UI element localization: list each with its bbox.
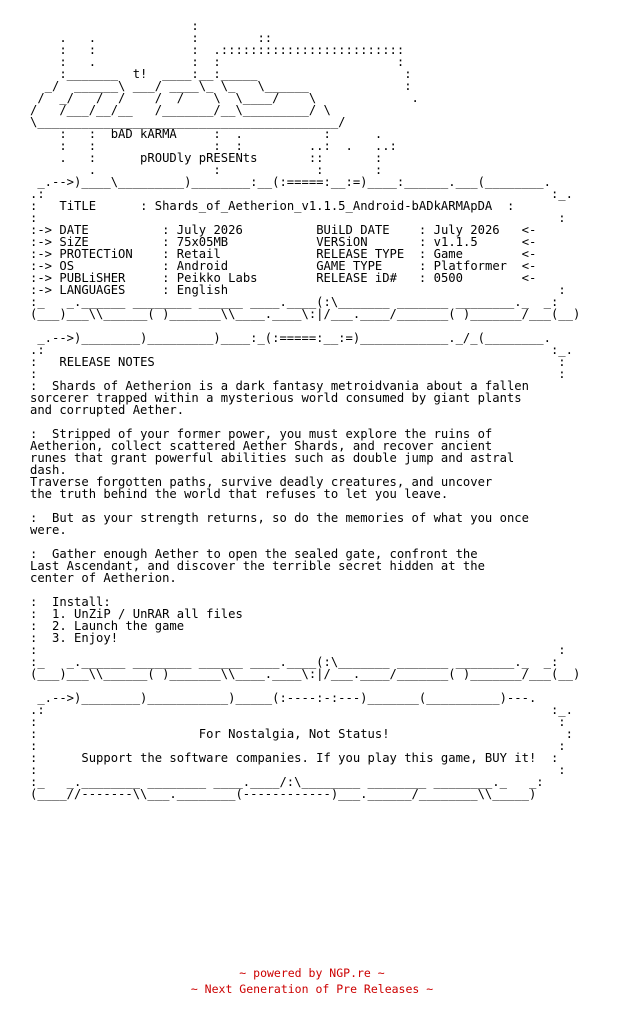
field-label: RELEASE iD# [316, 271, 397, 285]
field-label: RELEASE TYPE [316, 247, 405, 261]
notes-paragraph-4: Gather enough Aether to open the sealed gate, confront the Last Ascendant, and discover the terrible secret hidden at the center of Aetherion. [30, 547, 485, 585]
install-step: 3. Enjoy! [52, 631, 119, 645]
field-label: PUBLiSHER [59, 271, 126, 285]
field-value: v1.1.5 [433, 235, 478, 249]
field-value: July 2026 [176, 223, 243, 237]
ascii-logo-art: : . . : :: : : : .::::::::::::::::::::::::: : . : : : :_______ t! ____:__:_____ : _/ ______\ ___/ ____\_ \_ \______ : / _/ / / / / \ \____/ \ . / /___/__/__ /_______/__\_________/ \ \_________________________________________/ [30, 19, 419, 129]
field-label: DATE [59, 223, 89, 237]
nfo-document: : . . : :: : : : .::::::::::::::::::::::::: : . : : : :_______ t! ____:__:_____ : _/ ______\ ___/ ____\_ \_ \______ : / _/ / / / / \ \____/ \ . / /___/__/__ /_______/__\_________/ \ \_________________________________________/ : : bAD kARMA : . : . : : : : ..: . ..: . : pROUDly pRESENts :: : . : : : _.-->)____\_________)________:__(:=====:__:=)____:______.___(________. .: :_. : TiTLE : Shards_of_Aetherion_v1.1.5_Android-bADkARMApDA : : : :-> DATE : July 2026 BUiLD DATE : July 2026 <- :-> SiZE : 75x05MB VERSiON : v1.1.5 <- :-> PROTECTiON : Retail RELEASE TYPE : Game <- :-> OS : Android GAME TYPE : Platformer <- :-> PUBLiSHER : Peikko Labs RELEASE iD# : 0500 <- :-> LANGUAGES : English : :_ _.______ ________ ______ ____.____(:\_______ _______ ________._ _: (___)___\\______( )_______\\____.____\:|/___.____/_______( )_______/___(__) _.-->)________)_________)____:_(:=====:__:=)____________._/_(________. .: :_. : RELEASE NOTES : : : : Shards of Aetherion is a dark fantasy metroidvania about a fallen sorcerer trapped within a mysterious world consumed by giant plants and corrupted Aether. : Stripped of your former power, you must explore the ruins of Aetherion, collect scattered Aether Shards, and recover ancient runes that grant powerful abilities such as double jump and astral dash. Traverse forgotten paths, survive deadly creatures, and uncover the truth behind the world that refuses to let you leave. : But as your strength returns, so do the memories of what you once were. : Gather enough Aether to open the sealed gate, confront the Last Ascendant, and discover the terrible secret hidden at the center of Aetherion. : Install: : 1. UnZiP / UnRAR all files : 2. Launch the game : 3. Enjoy! : : :_ _.______ ________ ______ ____.____(:\_______ _______ ________._ _: (___)___\\______( )_______\\____.____\:|/___.____/_______( )_______/___(__) _.-->)________)___________)_____(:----:-:---)_______(__________)---. .: :_. : : : For Nostalgia, Not Status! : : : : Support the software companies. If you play this game, BUY it! : : : :_ _.________ ________ ____.____/:\________ ________ ________._ _: (____//-------\\___.________(------------)___.______/________\\_____) [30, 19, 581, 801]
field-value: Android [176, 259, 229, 273]
field-value: 0500 [433, 271, 463, 285]
notes-paragraph-1: Shards of Aetherion is a dark fantasy metroidvania about a fallen sorcerer trapped within a mysterious world consumed by giant plants and corrupted Aether. [30, 379, 529, 417]
release-notes-heading: RELEASE NOTES [59, 355, 155, 369]
field-label: SiZE [59, 235, 89, 249]
field-value: 75x05MB [176, 235, 229, 249]
field-label: PROTECTiON [59, 247, 133, 261]
ascii-tagline-art: : : bAD kARMA : . : . : : : : ..: . ..: . : pROUDly pRESENts :: : . : : : [59, 127, 397, 177]
footer-powered-by: ~ powered by NGP.re ~ [239, 966, 385, 980]
field-value: Platformer [433, 259, 508, 273]
field-value: English [176, 283, 229, 297]
field-label: OS [59, 259, 75, 273]
field-value: Retail [176, 247, 221, 261]
closing-slogan: For Nostalgia, Not Status! [198, 727, 390, 741]
install-label: Install: [52, 595, 111, 609]
notes-paragraph-3: But as your strength returns, so do the memories of what you once were. [30, 511, 529, 537]
closing-support-text: Support the software companies. If you play this game, BUY it! [81, 751, 537, 765]
install-step: 1. UnZiP / UnRAR all files [52, 607, 243, 621]
field-label: VERSiON [316, 235, 368, 249]
field-value: Game [433, 247, 463, 261]
install-step: 2. Launch the game [52, 619, 185, 633]
field-value: Peikko Labs [176, 271, 258, 285]
field-label: LANGUAGES [59, 283, 126, 297]
footer-tagline: ~ Next Generation of Pre Releases ~ [190, 982, 434, 996]
title-label: TiTLE [59, 199, 97, 213]
release-title: Shards_of_Aetherion_v1.1.5_Android-bADkARMApDA [154, 199, 493, 213]
notes-paragraph-2: Stripped of your former power, you must explore the ruins of Aetherion, collect scattered Aether Shards, and recover ancient runes that grant powerful abilities such as double jump and astral dash. Traverse forgotten paths, survive deadly creatures, and uncover the truth behind the world that refuses to let you leave. [30, 427, 515, 501]
field-label: GAME TYPE [316, 259, 383, 273]
field-value: July 2026 [433, 223, 500, 237]
field-label: BUiLD DATE [316, 223, 390, 237]
